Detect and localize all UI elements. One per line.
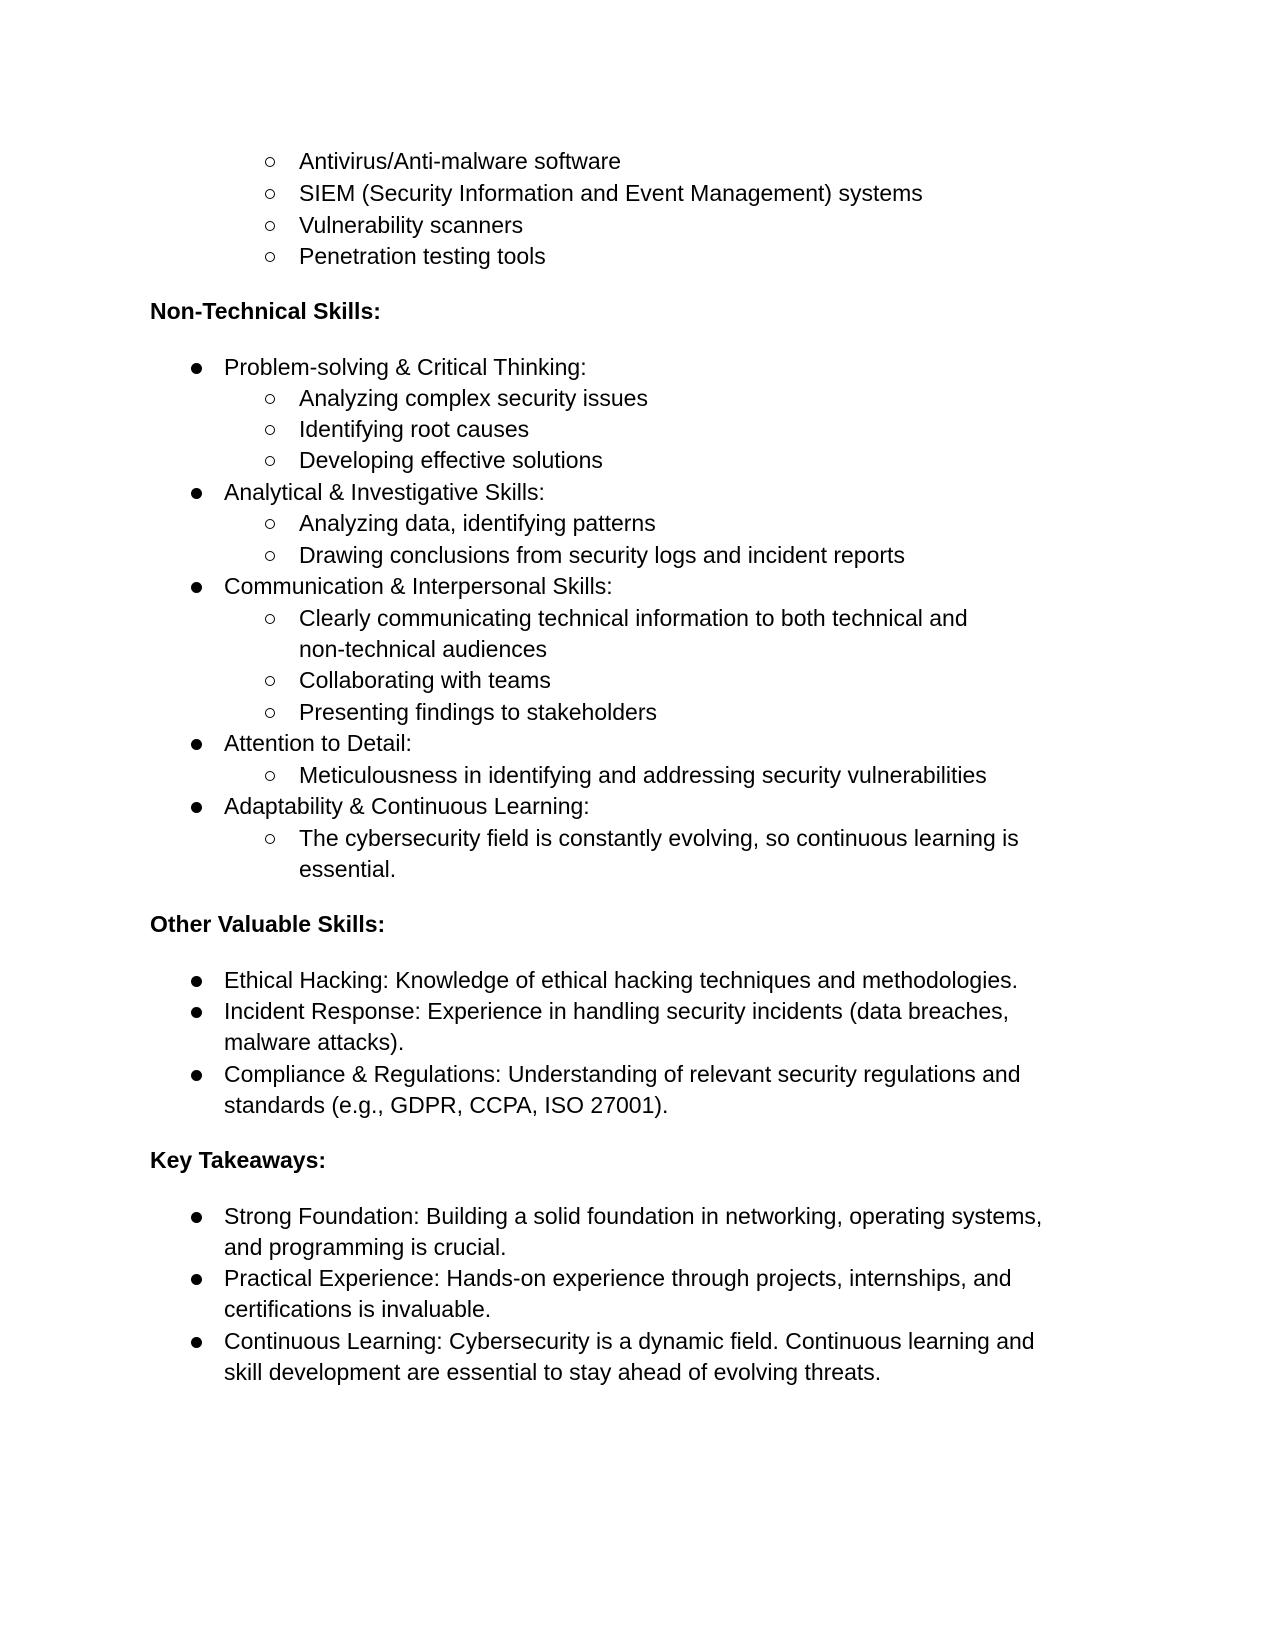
hollow-bullet-icon [265, 676, 275, 686]
list-item: Penetration testing tools [299, 243, 546, 269]
list-item: Incident Response: Experience in handling security incidents (data breaches, [224, 998, 1010, 1024]
filled-bullet-icon [191, 1274, 202, 1285]
list-item: Strong Foundation: Building a solid foundation in networking, operating systems, [224, 1203, 1043, 1229]
filled-bullet-icon [191, 739, 202, 750]
list-item-continuation: essential. [299, 856, 397, 882]
list-item: Presenting findings to stakeholders [299, 699, 657, 725]
list-item-continuation: skill development are essential to stay ahead of evolving threats. [224, 1359, 882, 1385]
hollow-bullet-icon [265, 519, 275, 529]
filled-bullet-icon [191, 802, 202, 813]
list-item-continuation: non-technical audiences [299, 636, 548, 662]
filled-bullet-icon [191, 1007, 202, 1018]
hollow-bullet-icon [265, 551, 275, 561]
hollow-bullet-icon [265, 425, 275, 435]
list-item: SIEM (Security Information and Event Management) systems [299, 180, 923, 206]
hollow-bullet-icon [265, 456, 275, 466]
filled-bullet-icon [191, 582, 202, 593]
list-item: Identifying root causes [299, 416, 530, 442]
list-item: Collaborating with teams [299, 667, 551, 693]
list-item: Attention to Detail: [224, 730, 412, 756]
filled-bullet-icon [191, 976, 202, 987]
filled-bullet-icon [191, 363, 202, 374]
hollow-bullet-icon [265, 157, 275, 167]
section-heading-key-takeaways: Key Takeaways: [150, 1147, 327, 1173]
hollow-bullet-icon [265, 771, 275, 781]
list-item: Vulnerability scanners [299, 212, 524, 238]
list-item: Problem-solving & Critical Thinking: [224, 354, 587, 380]
list-item: Drawing conclusions from security logs and incident reports [299, 542, 905, 568]
list-item: Continuous Learning: Cybersecurity is a dynamic field. Continuous learning and [224, 1328, 1035, 1354]
list-item: Developing effective solutions [299, 447, 603, 473]
hollow-bullet-icon [265, 834, 275, 844]
list-item-continuation: malware attacks). [224, 1029, 405, 1055]
list-item: Communication & Interpersonal Skills: [224, 573, 613, 599]
filled-bullet-icon [191, 1070, 202, 1081]
list-item-continuation: standards (e.g., GDPR, CCPA, ISO 27001). [224, 1092, 669, 1118]
list-item: Analyzing data, identifying patterns [299, 510, 656, 536]
hollow-bullet-icon [265, 252, 275, 262]
list-item: Antivirus/Anti-malware software [299, 148, 622, 174]
section-heading-other-skills: Other Valuable Skills: [150, 911, 386, 937]
list-item: Analytical & Investigative Skills: [224, 479, 545, 505]
hollow-bullet-icon [265, 708, 275, 718]
list-item: Ethical Hacking: Knowledge of ethical hacking techniques and methodologies. [224, 967, 1019, 993]
list-item: The cybersecurity field is constantly evolving, so continuous learning is [299, 825, 1019, 851]
list-item: Compliance & Regulations: Understanding of relevant security regulations and [224, 1061, 1021, 1087]
list-item-continuation: and programming is crucial. [224, 1234, 507, 1260]
list-item: Analyzing complex security issues [299, 385, 648, 411]
hollow-bullet-icon [265, 189, 275, 199]
filled-bullet-icon [191, 488, 202, 499]
list-item: Adaptability & Continuous Learning: [224, 793, 590, 819]
section-heading-non-technical: Non-Technical Skills: [150, 298, 381, 324]
filled-bullet-icon [191, 1212, 202, 1223]
list-item-continuation: certifications is invaluable. [224, 1296, 492, 1322]
hollow-bullet-icon [265, 614, 275, 624]
list-item: Clearly communicating technical information to both technical and [299, 605, 968, 631]
hollow-bullet-icon [265, 394, 275, 404]
hollow-bullet-icon [265, 221, 275, 231]
list-item: Practical Experience: Hands-on experience through projects, internships, and [224, 1265, 1012, 1291]
list-item: Meticulousness in identifying and addressing security vulnerabilities [299, 762, 987, 788]
filled-bullet-icon [191, 1337, 202, 1348]
